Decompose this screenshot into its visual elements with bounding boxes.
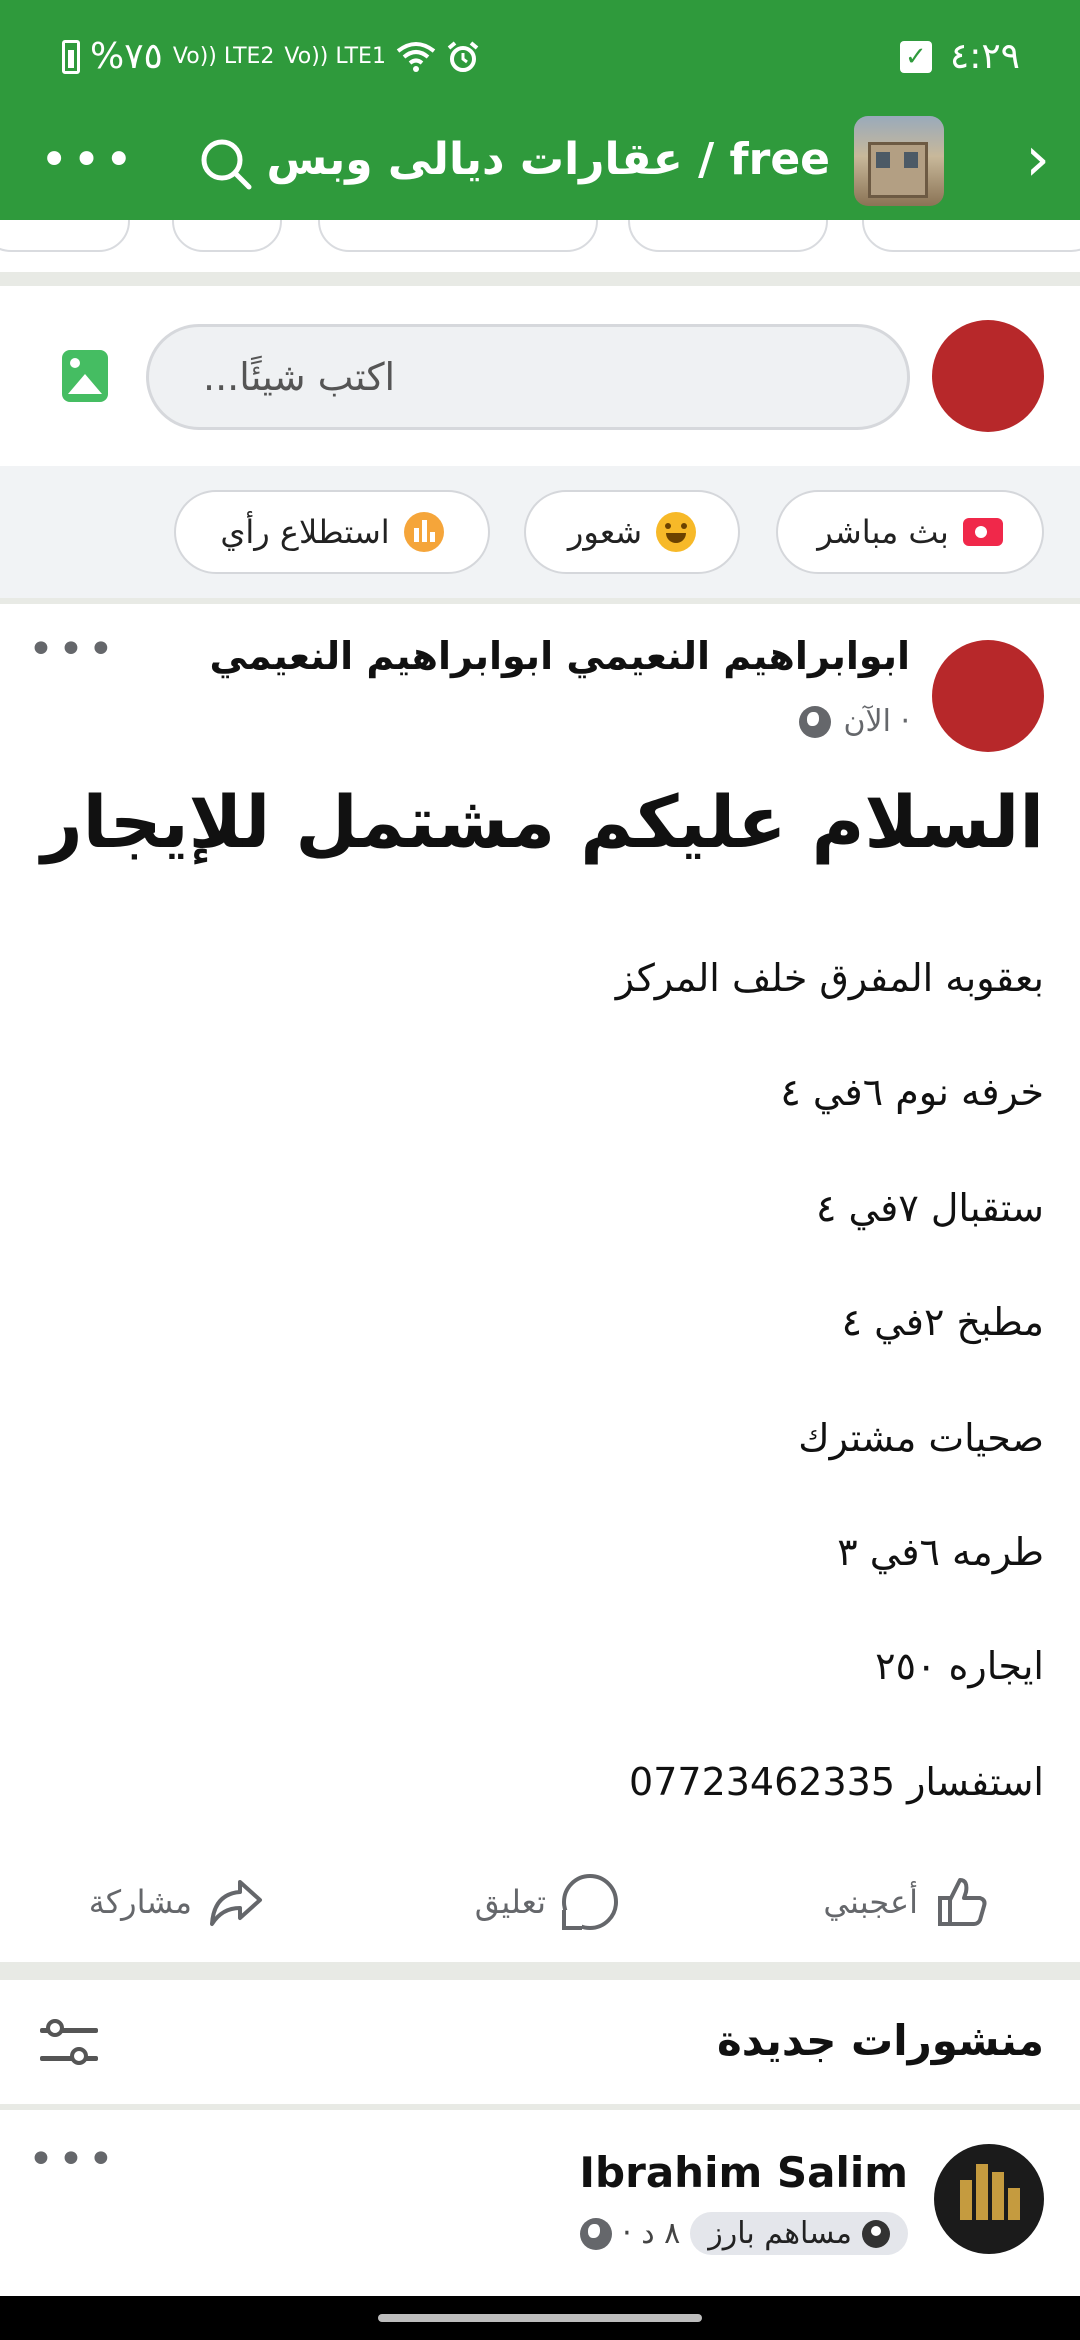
post-headline: السلام عليكم مشتمل للإيجار (41, 780, 1044, 864)
back-arrow-icon[interactable]: › (1025, 122, 1050, 195)
battery-level: %٧٥ (90, 36, 163, 77)
divider (0, 272, 1080, 286)
poll-label: استطلاع رأي (220, 513, 390, 551)
more-options-icon[interactable]: ••• (40, 132, 137, 188)
alarm-icon (446, 40, 480, 74)
post-card-2 (0, 2110, 1080, 2310)
story-pill[interactable] (318, 220, 598, 252)
notification-check-icon: ✓ (900, 41, 932, 73)
status-left (62, 36, 480, 77)
post-author-name[interactable]: ابوابراهيم النعيمي ابوابراهيم النعيمي (209, 634, 910, 678)
status-right (900, 36, 1020, 77)
comment-bubble-icon (562, 1874, 618, 1930)
post-line: ايجاره ٢٥٠ (875, 1644, 1044, 1688)
group-cover-thumbnail[interactable] (854, 116, 944, 206)
story-pill[interactable] (862, 220, 1080, 252)
new-posts-header (0, 1980, 1080, 2104)
post2-time[interactable]: ٨ د · (622, 2216, 681, 2251)
user-avatar[interactable] (932, 320, 1044, 432)
live-label: بث مباشر (817, 513, 949, 551)
signal-lte1-icon: Vo)) LTE1 (284, 43, 386, 69)
stories-strip[interactable] (0, 220, 1080, 260)
globe-icon (799, 706, 831, 738)
live-video-icon (963, 518, 1003, 546)
globe-icon (580, 2218, 612, 2250)
status-bar (0, 0, 1080, 120)
feeling-label: شعور (567, 513, 643, 551)
filter-sliders-icon[interactable] (40, 2020, 98, 2070)
post-composer (0, 288, 1080, 464)
post-line: خرفه نوم ٦في ٤ (780, 1070, 1044, 1114)
post-meta (799, 704, 910, 739)
comment-label: تعليق (474, 1883, 546, 1921)
like-label: أعجبني (823, 1883, 918, 1921)
window-graphic (904, 152, 918, 168)
post-line: بعقوبه المفرق خلف المركز (615, 956, 1044, 1000)
signal-lte2-icon: Vo)) LTE2 (172, 43, 275, 69)
post-line: طرمه ٦في ٣ (837, 1530, 1044, 1574)
post-line: ستقبال ٧في ٤ (815, 1186, 1044, 1230)
top-contributor-badge[interactable] (690, 2212, 908, 2255)
post2-author-name[interactable]: Ibrahim Salim (579, 2148, 908, 2197)
post-author-avatar[interactable] (932, 640, 1044, 752)
home-indicator[interactable] (378, 2314, 702, 2322)
post-line: مطبخ ٢في ٤ (841, 1300, 1044, 1344)
quick-actions (0, 466, 1080, 598)
post-line: استفسار 07723462335 (629, 1760, 1044, 1804)
wifi-icon (396, 41, 436, 73)
group-top-bar (0, 110, 1080, 220)
group-title[interactable]: عقارات ديالى وبس / free (266, 134, 830, 185)
post2-author-avatar[interactable] (934, 2144, 1044, 2254)
composer-input[interactable] (146, 324, 910, 430)
like-button[interactable] (823, 1874, 990, 1930)
clock: ٤:٢٩ (949, 36, 1020, 77)
smiley-icon (656, 512, 696, 552)
post2-more-icon[interactable]: ••• (28, 2134, 118, 2185)
story-pill[interactable] (0, 220, 130, 252)
share-label: مشاركة (88, 1883, 192, 1921)
post-time[interactable]: الآن · (843, 704, 910, 739)
thumbs-up-icon (934, 1874, 990, 1930)
building-graphic (868, 142, 928, 198)
poll-button[interactable] (174, 490, 490, 574)
post-line: صحيات مشترك (798, 1416, 1044, 1460)
app-header (0, 0, 1080, 220)
feeling-button[interactable] (524, 490, 740, 574)
live-button[interactable] (776, 490, 1044, 574)
system-nav-bar (0, 2296, 1080, 2340)
composer-placeholder: اكتب شيئًا... (203, 355, 396, 399)
new-posts-title: منشورات جديدة (717, 2016, 1044, 2065)
divider (0, 1962, 1080, 1980)
post-action-bar (0, 1852, 1080, 1962)
story-pill[interactable] (628, 220, 828, 252)
story-pill[interactable] (172, 220, 282, 252)
share-button[interactable] (89, 1874, 264, 1930)
comment-button[interactable] (475, 1874, 618, 1930)
window-graphic (876, 152, 890, 168)
divider (0, 598, 1080, 604)
search-icon[interactable] (198, 136, 254, 192)
post2-meta (580, 2212, 908, 2255)
photo-icon[interactable] (62, 350, 108, 402)
post-more-icon[interactable]: ••• (28, 624, 118, 675)
battery-icon (62, 40, 80, 74)
share-arrow-icon (208, 1874, 264, 1930)
poll-icon (404, 512, 444, 552)
badge-label: مساهم بارز (708, 2216, 852, 2251)
badge-icon (862, 2220, 890, 2248)
